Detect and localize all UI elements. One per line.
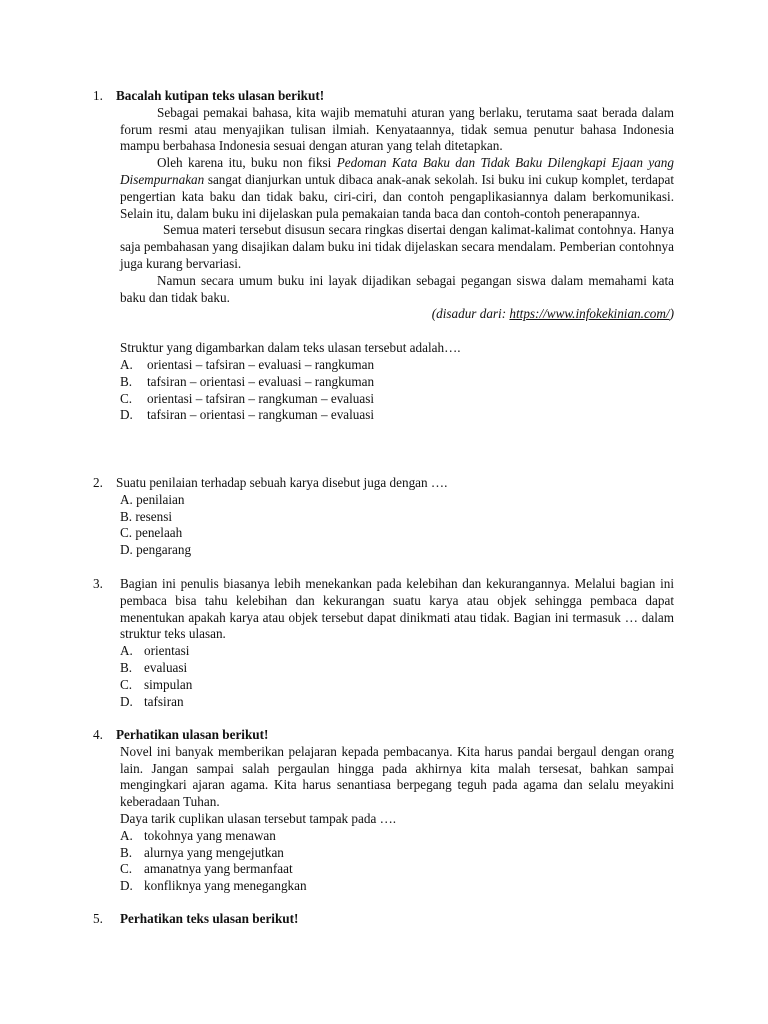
review-passage: Novel ini banyak memberikan pelajaran kepada pembacanya. Kita harus pandai bergaul dengan orang lain. Jangan sampai salah pergaulan hingga pada akhirnya kita malah tersesat, bahkan sampai mengingkari ajaran agama. Kita harus senantiasa berpegang teguh pada agama dan selalu meyakini keberadaan Tuhan. <box>120 743 674 810</box>
question-number: 3. <box>93 576 103 591</box>
option-c[interactable]: C. amanatnya yang bermanfaat <box>120 861 293 877</box>
question-text: Suatu penilaian terhadap sebuah karya disebut juga dengan …. <box>116 475 448 490</box>
passage-paragraph: Oleh karena itu, buku non fiksi Pedoman Kata Baku dan Tidak Baku Dilengkapi Ejaan yang Disempurnakan sangat dianjurkan untuk dibaca anak-anak sekolah. Isi buku ini cukup komplet, terdapat pengertian kata baku dan tidak baku, ciri-ciri, dan contoh pengaplikasiannya dalam berkomunikasi. Selain itu, dalam buku ini dijelaskan pula pemakaian tanda baca dan contoh-contoh penerapannya. <box>120 155 674 221</box>
question-text: Bagian ini penulis biasanya lebih menekankan pada kelebihan dan kekurangannya. Melalui bagian ini pembaca bisa tahu kelebihan dan kekurangan suatu karya atau objek sehingga pembaca dapat menentukan apakah karya atau objek tersebut dapat dinikmati atau tidak. Bagian ini termasuk … dalam struktur teks ulasan. <box>120 576 674 642</box>
option-a[interactable]: A. tokohnya yang menawan <box>120 827 276 843</box>
question-2 <box>93 475 674 559</box>
question-heading: Perhatikan teks ulasan berikut! <box>120 911 299 926</box>
option-a[interactable]: A. penilaian <box>120 491 185 507</box>
option-b[interactable]: B. alurnya yang mengejutkan <box>120 844 284 860</box>
question-text: Struktur yang digambarkan dalam teks ulasan tersebut adalah…. <box>120 340 461 356</box>
question-number: 4. <box>93 727 103 742</box>
passage-paragraph: Sebagai pemakai bahasa, kita wajib mematuhi aturan yang berlaku, terutama saat berada dalam forum resmi atau menyajikan tulisan ilmiah. Kenyataannya, tidak semua penutur bahasa Indonesia mampu berbahasa Indonesia sesuai dengan aturan yang telah ditetapkan. <box>120 104 674 154</box>
option-a[interactable]: A. orientasi – tafsiran – evaluasi – rangkuman <box>120 356 375 372</box>
review-passage <box>93 105 674 424</box>
option-b[interactable]: B. tafsiran – orientasi – evaluasi – rangkuman <box>120 373 375 389</box>
option-a[interactable]: A. orientasi <box>120 643 190 659</box>
option-c[interactable]: C. simpulan <box>120 676 193 692</box>
question-number: 5. <box>93 911 103 926</box>
question-number: 2. <box>93 475 103 490</box>
question-5 <box>93 911 674 928</box>
option-d[interactable]: D. pengarang <box>120 542 192 558</box>
question-text: Daya tarik cuplikan ulasan tersebut tampak pada …. <box>120 810 397 826</box>
question-heading: Bacalah kutipan teks ulasan berikut! <box>116 88 325 103</box>
option-d[interactable]: D. konfliknya yang menegangkan <box>120 878 307 894</box>
question-heading: Perhatikan ulasan berikut! <box>116 727 269 742</box>
passage-paragraph: Semua materi tersebut disusun secara ringkas disertai dengan kalimat-kalimat contohnya. Hanya saja pembahasan yang disajikan dalam buku ini tidak dijelaskan secara mendalam. Pemberian contohnya juga kurang bervariasi. <box>120 222 674 271</box>
option-c[interactable]: C. penelaah <box>120 525 183 541</box>
book-title: Pedoman Kata Baku dan Tidak Baku Dilengkapi Ejaan yang Disempurnakan <box>120 155 674 187</box>
option-d[interactable]: D. tafsiran <box>120 693 184 709</box>
question-3 <box>93 576 674 710</box>
option-b[interactable]: B. evaluasi <box>120 659 188 675</box>
question-number: 1. <box>93 88 103 103</box>
question-1 <box>93 88 674 424</box>
passage-paragraph: Namun secara umum buku ini layak dijadikan sebagai pegangan siswa dalam memahami kata baku dan tidak baku. <box>120 272 674 305</box>
question-4 <box>93 727 674 895</box>
option-b[interactable]: B. resensi <box>120 508 173 524</box>
option-c[interactable]: C. orientasi – tafsiran – rangkuman – evaluasi <box>120 390 375 406</box>
source-citation: (disadur dari: https://www.infokekinian.com/) <box>431 306 674 322</box>
option-d[interactable]: D. tafsiran – orientasi – rangkuman – evaluasi <box>120 407 375 423</box>
source-link[interactable]: https://www.infokekinian.com/ <box>509 306 670 322</box>
